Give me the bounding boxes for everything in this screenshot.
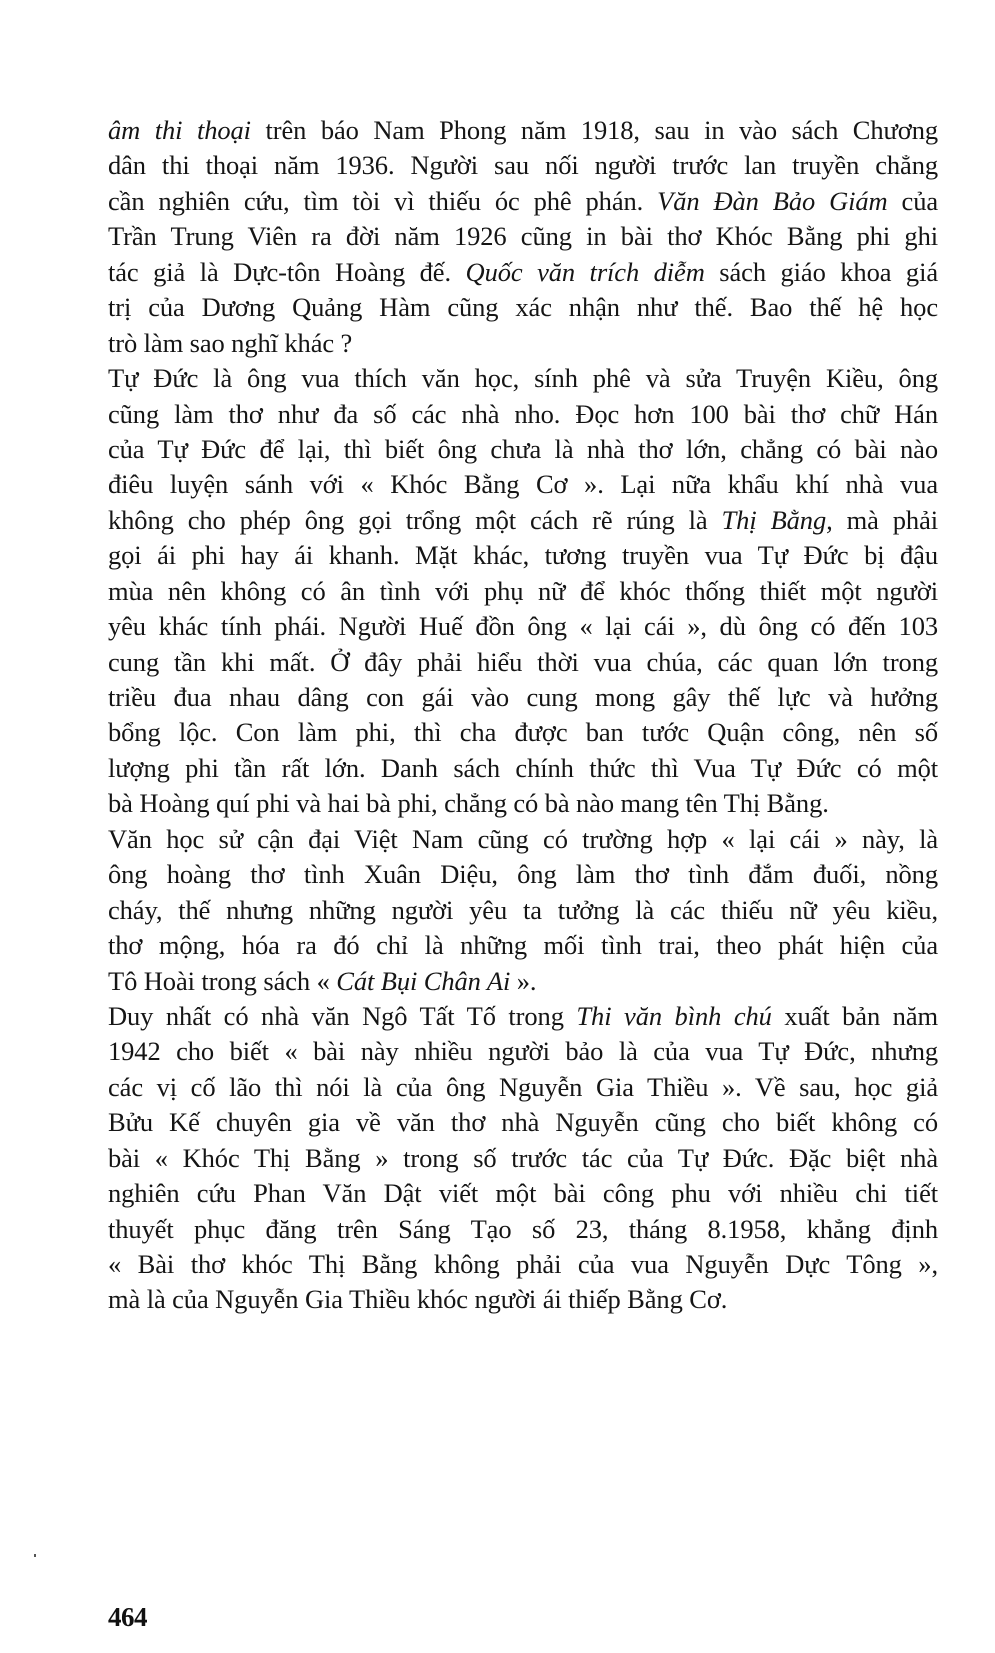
text-segment: tác giả là Dực-tôn Hoàng đế. bbox=[108, 256, 466, 287]
text-line bbox=[108, 361, 938, 396]
text-line bbox=[108, 467, 938, 502]
text-segment: của bbox=[887, 185, 939, 216]
text-segment: bổng lộc. Con làm phi, thì cha được ban tước Quận công, nên số bbox=[108, 717, 938, 748]
text-line bbox=[108, 715, 938, 750]
italic-title-text: Quốc văn trích diễm bbox=[465, 256, 705, 287]
text-line bbox=[108, 1282, 938, 1317]
text-line bbox=[108, 255, 938, 290]
text-line bbox=[108, 432, 938, 467]
text-segment: Duy nhất có nhà văn Ngô Tất Tố trong bbox=[108, 1000, 577, 1031]
text-line bbox=[108, 609, 938, 644]
text-line bbox=[108, 1141, 938, 1176]
text-line bbox=[108, 1247, 938, 1282]
text-segment: sách giáo khoa giá bbox=[704, 256, 938, 287]
scan-speck bbox=[34, 1554, 36, 1557]
text-segment: mà là của Nguyễn Gia Thiều khóc người ái thiếp Bằng Cơ. bbox=[108, 1284, 728, 1315]
text-line bbox=[108, 964, 938, 999]
text-segment: trị của Dương Quảng Hàm cũng xác nhận như thế. Bao thế hệ học bbox=[108, 292, 938, 323]
text-line bbox=[108, 113, 938, 148]
italic-title-text: Thị Bằng, bbox=[721, 504, 833, 535]
text-segment: mà phải bbox=[832, 504, 938, 535]
text-segment: trên báo Nam Phong năm 1918, sau in vào sách Chương bbox=[250, 115, 938, 145]
text-segment: ông hoàng thơ tình Xuân Diệu, ông làm thơ tình đắm đuối, nồng bbox=[108, 859, 938, 890]
italic-title-text: Văn Đàn Bảo Giám bbox=[657, 185, 888, 216]
text-segment: Bửu Kế chuyên gia về văn thơ nhà Nguyễn cũng cho biết không có bbox=[108, 1107, 938, 1138]
text-segment: cũng làm thơ như đa số các nhà nho. Đọc hơn 100 bài thơ chữ Hán bbox=[108, 398, 938, 429]
italic-title-text: Thi văn bình chú bbox=[576, 1000, 772, 1031]
text-line bbox=[108, 1212, 938, 1247]
text-line bbox=[108, 645, 938, 680]
text-segment: xuất bản năm bbox=[771, 1000, 938, 1031]
text-segment: « Bài thơ khóc Thị Bằng không phải của vua Nguyễn Dực Tông », bbox=[108, 1249, 938, 1279]
italic-title-text: âm thi thoại bbox=[108, 115, 251, 145]
text-line bbox=[108, 397, 938, 432]
text-segment: Tự Đức là ông vua thích văn học, sính phê và sửa Truyện Kiều, ông bbox=[108, 363, 938, 394]
text-line bbox=[108, 290, 938, 325]
text-segment: nghiên cứu Phan Văn Dật viết một bài công phu với nhiều chi tiết bbox=[108, 1178, 938, 1209]
text-segment: ». bbox=[510, 965, 537, 996]
text-segment: của Tự Đức để lại, thì biết ông chưa là nhà thơ lớn, chẳng có bài nào bbox=[108, 433, 938, 464]
text-segment: lượng phi tần rất lớn. Danh sách chính thức thì Vua Tự Đức có một bbox=[108, 752, 938, 783]
text-line bbox=[108, 857, 938, 892]
text-segment: gọi ái phi hay ái khanh. Mặt khác, tương truyền vua Tự Đức bị đậu bbox=[108, 540, 938, 571]
text-line bbox=[108, 822, 938, 857]
text-line bbox=[108, 786, 938, 821]
text-segment: điêu luyện sánh với « Khóc Bằng Cơ ». Lại nữa khẩu khí nhà vua bbox=[108, 469, 938, 500]
text-line bbox=[108, 893, 938, 928]
text-segment: bà Hoàng quí phi và hai bà phi, chẳng có bà nào mang tên Thị Bằng. bbox=[108, 788, 829, 819]
text-line bbox=[108, 1034, 938, 1069]
text-segment: không cho phép ông gọi trổng một cách rẽ rúng là bbox=[108, 504, 722, 535]
text-segment: thơ mộng, hóa ra đó chỉ là những mối tình trai, theo phát hiện của bbox=[108, 930, 938, 961]
text-segment: thuyết phục đăng trên Sáng Tạo số 23, tháng 8.1958, khẳng định bbox=[108, 1213, 938, 1244]
text-segment: mùa nên không có ân tình với phụ nữ để khóc thống thiết một người bbox=[108, 575, 938, 606]
text-line bbox=[108, 574, 938, 609]
text-line bbox=[108, 326, 938, 361]
text-line bbox=[108, 1105, 938, 1140]
text-segment: 1942 cho biết « bài này nhiều người bảo là của vua Tự Đức, nhưng bbox=[108, 1036, 938, 1067]
body-text bbox=[108, 113, 938, 1318]
text-line bbox=[108, 148, 938, 183]
text-segment: triều đua nhau dâng con gái vào cung mong gây thế lực và hưởng bbox=[108, 682, 938, 712]
text-segment: cung tần khi mất. Ở đây phải hiểu thời vua chúa, các quan lớn trong bbox=[108, 646, 938, 677]
text-segment: dân thi thoại năm 1936. Người sau nối người trước lan truyền chẳng bbox=[108, 150, 938, 181]
text-segment: Tô Hoài trong sách « bbox=[108, 965, 337, 996]
text-segment: cần nghiên cứu, tìm tòi vì thiếu óc phê phán. bbox=[108, 185, 658, 216]
text-segment: Văn học sử cận đại Việt Nam cũng có trường hợp « lại cái » này, là bbox=[108, 823, 938, 854]
text-segment: cháy, thế nhưng những người yêu ta tưởng là các thiếu nữ yêu kiều, bbox=[108, 894, 938, 925]
text-line bbox=[108, 538, 938, 573]
text-line bbox=[108, 999, 938, 1034]
text-segment: Trần Trung Viên ra đời năm 1926 cũng in bài thơ Khóc Bằng phi ghi bbox=[108, 221, 938, 252]
text-line bbox=[108, 503, 938, 538]
text-line bbox=[108, 219, 938, 254]
text-segment: bài « Khóc Thị Bằng » trong số trước tác của Tự Đức. Đặc biệt nhà bbox=[108, 1142, 938, 1173]
text-line bbox=[108, 928, 938, 963]
text-line bbox=[108, 1176, 938, 1211]
text-line bbox=[108, 751, 938, 786]
page-number: 464 bbox=[108, 1602, 147, 1632]
text-segment: các vị cố lão thì nói là của ông Nguyễn Gia Thiều ». Về sau, học giả bbox=[108, 1071, 938, 1102]
text-segment: yêu khác tính phái. Người Huế đồn ông « lại cái », dù ông có đến 103 bbox=[108, 611, 938, 642]
text-line bbox=[108, 680, 938, 715]
text-line bbox=[108, 1070, 938, 1105]
text-segment: trò làm sao nghĩ khác ? bbox=[108, 327, 353, 358]
italic-title-text: Cát Bụi Chân Ai bbox=[336, 965, 511, 996]
text-line bbox=[108, 184, 938, 219]
